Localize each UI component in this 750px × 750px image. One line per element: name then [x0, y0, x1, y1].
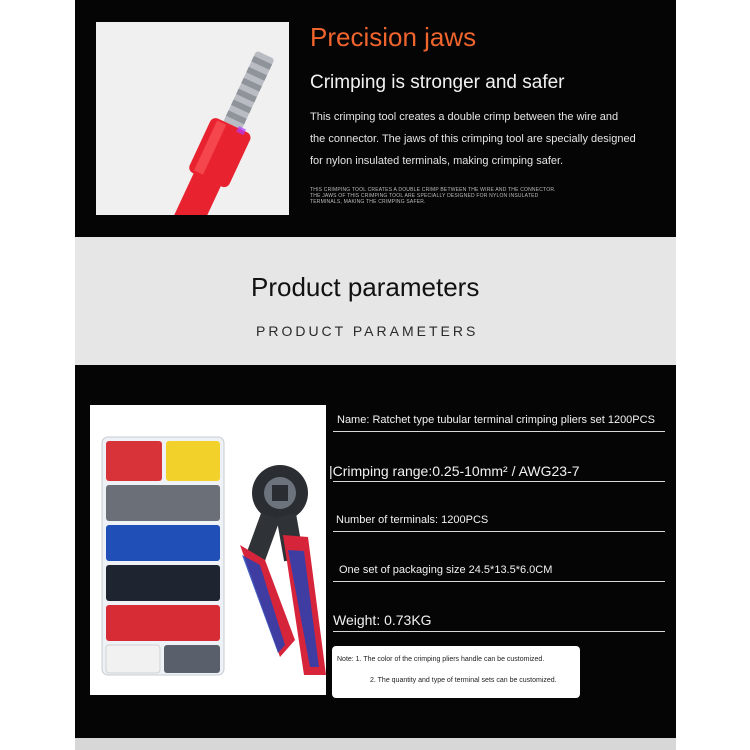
- terminal-kit-image: [90, 405, 326, 695]
- divider: [333, 631, 665, 632]
- param-crimping-range: |Crimping range:0.25-10mm² / AWG23-7: [329, 463, 580, 479]
- body-line: This crimping tool creates a double crimp between the wire and: [310, 111, 619, 123]
- param-terminal-count: Number of terminals: 1200PCS: [336, 514, 489, 526]
- subhead: Crimping is stronger and safer: [310, 72, 565, 93]
- note-box: [332, 646, 580, 698]
- section-title: Product parameters: [251, 272, 480, 302]
- ferrule-image: [96, 22, 289, 215]
- divider: [333, 581, 665, 582]
- fine-print-line: TERMINALS, MAKING THE CRIMPING SAFER.: [310, 199, 426, 205]
- body-line: for nylon insulated terminals, making crimping safer.: [310, 155, 564, 167]
- body-line: the connector. The jaws of this crimping tool are specially designed: [310, 133, 636, 145]
- note-line: Note: 1. The color of the crimping pliers handle can be customized.: [337, 656, 545, 663]
- param-weight: Weight: 0.73KG: [333, 612, 432, 628]
- divider: [333, 531, 665, 532]
- divider: [333, 481, 665, 482]
- hero-image: [96, 22, 289, 215]
- fine-print-line: THIS CRIMPING TOOL CREATES A DOUBLE CRIMP BETWEEN THE WIRE AND THE CONNECTOR.: [310, 187, 556, 193]
- headline: Precision jaws: [310, 22, 477, 52]
- divider: [333, 431, 665, 432]
- param-name: Name: Ratchet type tubular terminal crimping pliers set 1200PCS: [337, 414, 655, 426]
- section-subtitle: PRODUCT PARAMETERS: [256, 323, 479, 339]
- product-image: [90, 405, 326, 695]
- bottom-strip: [75, 738, 676, 750]
- note-line: 2. The quantity and type of terminal sets can be customized.: [370, 677, 557, 684]
- fine-print-line: THE JAWS OF THIS CRIMPING TOOL ARE SPECIALLY DESIGNED FOR NYLON INSULATED: [310, 193, 539, 199]
- param-packaging-size: One set of packaging size 24.5*13.5*6.0CM: [339, 564, 553, 576]
